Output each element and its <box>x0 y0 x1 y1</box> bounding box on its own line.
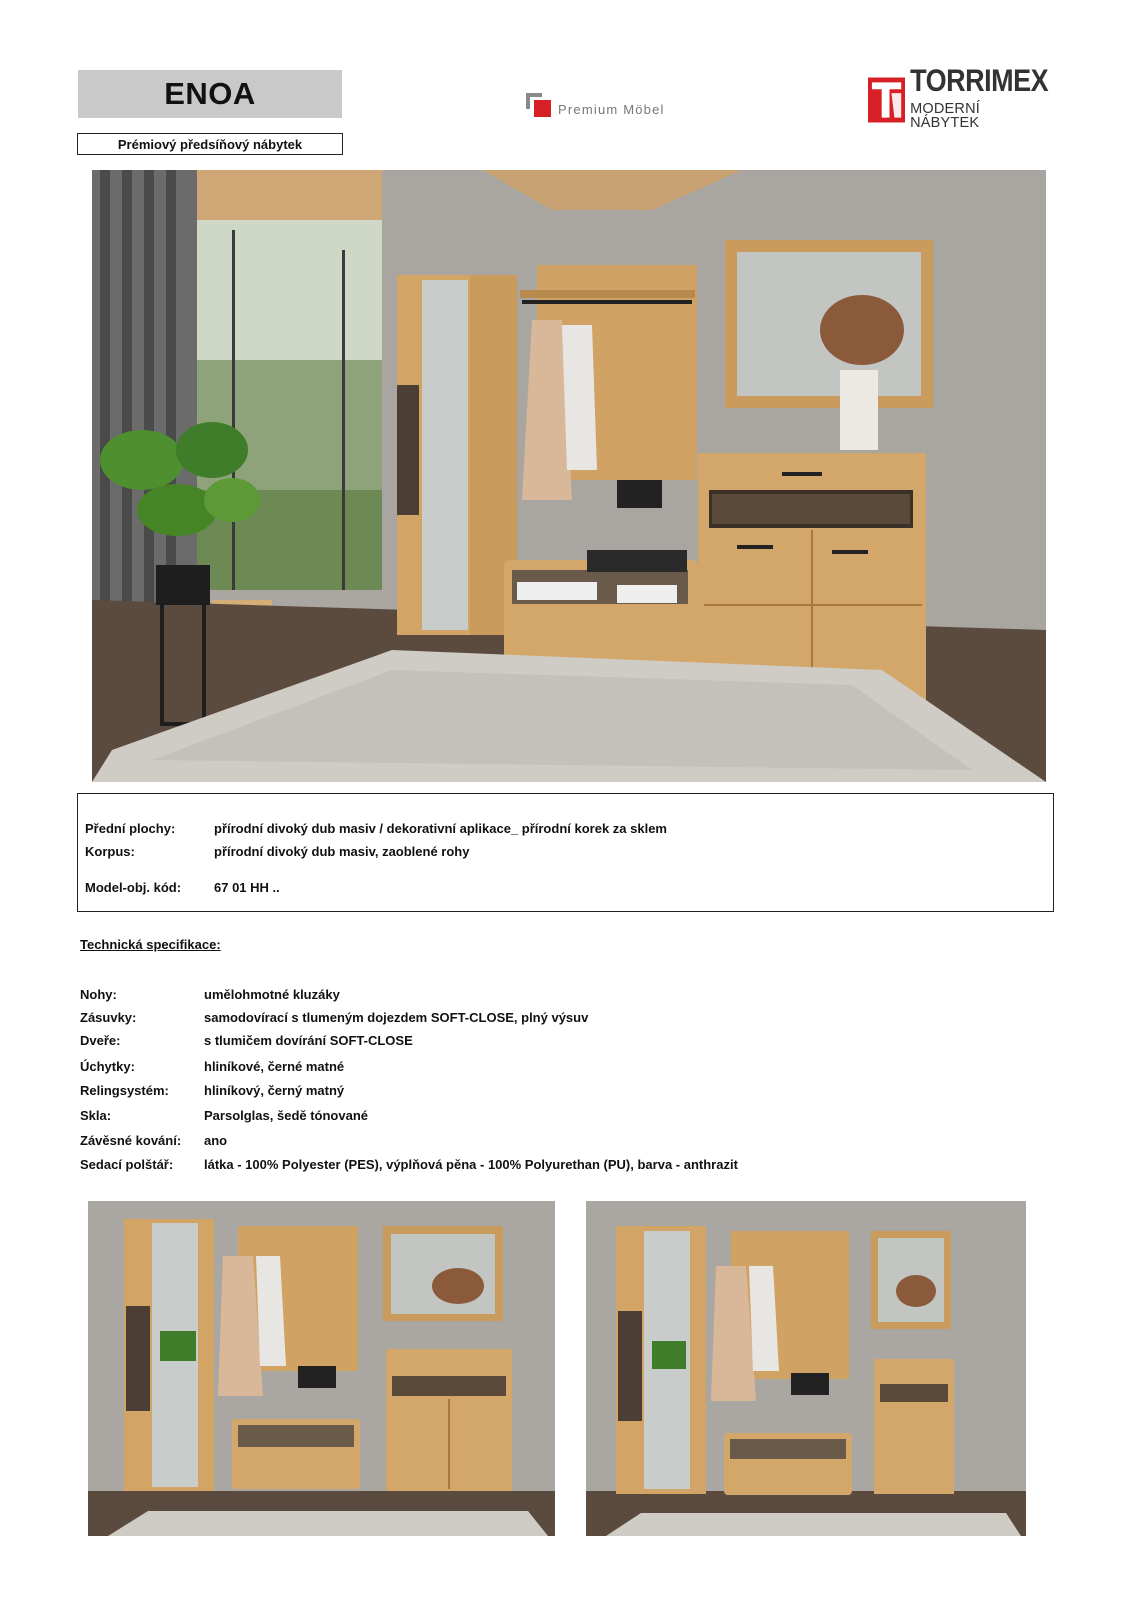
spec-value: ano <box>204 1133 228 1148</box>
spec-label: Sedací polštář: <box>80 1157 174 1172</box>
materials-value: přírodní divoký dub masiv, zaoblené rohy <box>214 844 470 859</box>
spec-value: Parsolglas, šedě tónované <box>204 1108 369 1123</box>
spec-label: Relingsystém: <box>80 1083 169 1098</box>
torrimex-brand-name: TORRIMEX <box>910 63 1049 98</box>
materials-value: 67 01 HH .. <box>214 880 280 895</box>
materials-label: Model-obj. kód: <box>85 880 182 895</box>
spec-label: Zásuvky: <box>80 1010 137 1025</box>
spec-value: hliníkový, černý matný <box>204 1083 345 1098</box>
materials-box <box>77 793 1054 912</box>
spec-label: Nohy: <box>80 987 117 1002</box>
materials-label: Přední plochy: <box>85 821 176 836</box>
spec-value: hliníkové, černé matné <box>204 1059 345 1074</box>
spec-value: s tlumičem dovírání SOFT-CLOSE <box>204 1033 413 1048</box>
torrimex-logo-mark-icon <box>868 77 905 123</box>
spec-value: umělohmotné kluzáky <box>204 987 340 1002</box>
spec-value: látka - 100% Polyester (PES), výplňová pěna - 100% Polyurethan (PU), barva - anthrazit <box>204 1157 738 1172</box>
spec-label: Závěsné kování: <box>80 1133 182 1148</box>
torrimex-logo <box>868 63 1050 131</box>
product-title: ENOA <box>78 70 342 118</box>
spec-label: Úchytky: <box>80 1059 135 1074</box>
product-subtitle: Prémiový předsíňový nábytek <box>77 133 343 155</box>
materials-value: přírodní divoký dub masiv / dekorativní aplikace_ přírodní korek za sklem <box>214 821 667 836</box>
main-hallway-photo <box>92 170 1046 782</box>
torrimex-tagline: MODERNÍ NÁBYTEK <box>910 100 980 131</box>
materials-label: Korpus: <box>85 844 135 859</box>
spec-heading: Technická specifikace: <box>80 937 221 952</box>
premium-moebel-logo <box>526 92 665 118</box>
premium-moebel-logo-text: Premium Möbel <box>558 101 665 117</box>
spec-label: Dveře: <box>80 1033 121 1048</box>
set-photo-compact <box>586 1201 1026 1536</box>
set-photo-wide <box>88 1201 555 1536</box>
spec-value: samodovírací s tlumeným dojezdem SOFT-CLOSE, plný výsuv <box>204 1010 589 1025</box>
premium-moebel-logo-mark-icon <box>526 93 552 117</box>
spec-label: Skla: <box>80 1108 112 1123</box>
